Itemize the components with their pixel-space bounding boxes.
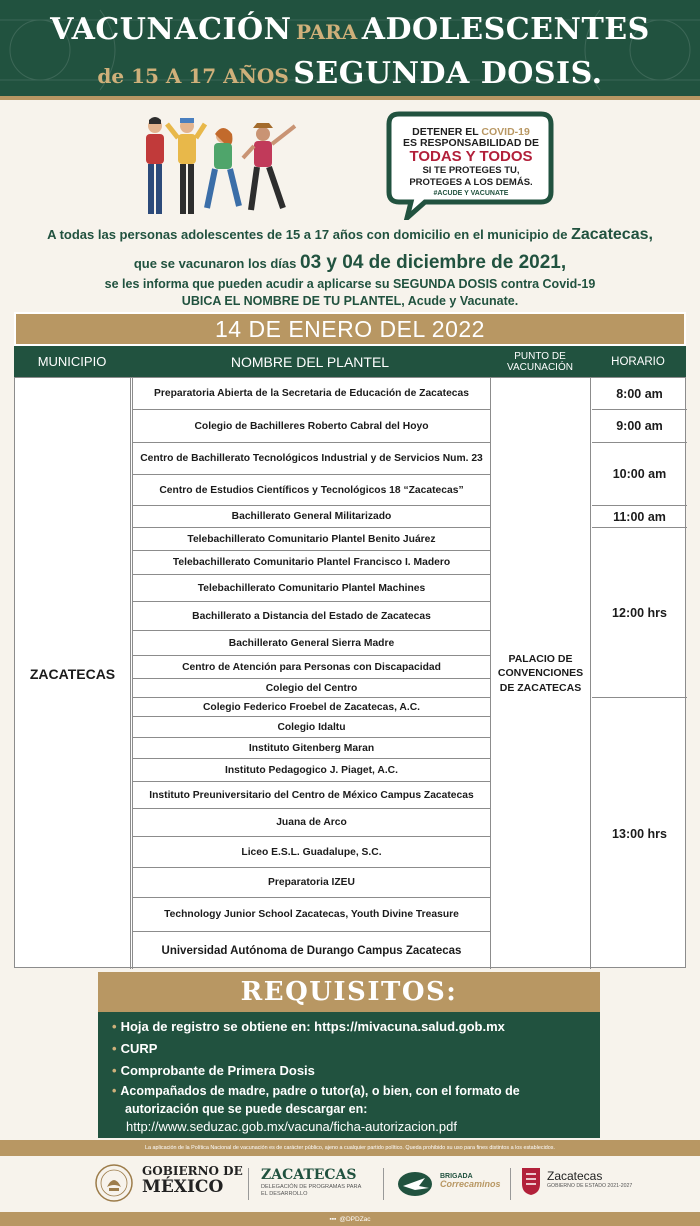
horario-cell: 11:00 am [592, 506, 687, 528]
horario-cell: 9:00 am [592, 410, 687, 443]
zac-line-1: ZACATECAS [261, 1167, 357, 1183]
requisito-continuation: autorización que se puede descargar en: [125, 1102, 368, 1116]
table-row: Preparatoria IZEU [132, 868, 491, 898]
table-row: Instituto Gitenberg Maran [132, 738, 491, 759]
requisito-item [112, 1041, 157, 1056]
bubble-line-4: SI TE PROTEGES TU, [422, 165, 520, 176]
logo-divider [248, 1168, 249, 1200]
table-row: Telebachillerato Comunitario Plantel Benito Juárez [132, 528, 491, 551]
table-row: Instituto Preuniversitario del Centro de México Campus Zacatecas [132, 782, 491, 809]
header-banner [0, 0, 700, 100]
table-row: Colegio Idaltu [132, 717, 491, 738]
logo-divider [510, 1168, 511, 1200]
horario-cell: 13:00 hrs [612, 826, 667, 841]
people-illustration [135, 112, 310, 227]
header-punto: PUNTO DE VACUNACIÓN [507, 350, 573, 373]
bullet-icon: • [112, 1019, 117, 1034]
intro-line-1-text: A todas las personas adolescentes de 15 a 17 años con domicilio en el municipio de [47, 227, 568, 242]
brig-line-1: BRIGADA [440, 1173, 473, 1180]
bubble-hashtag: #ACUDE Y VACUNATE [433, 190, 509, 197]
intro-line-4: UBICA EL NOMBRE DE TU PLANTEL, Acude y Vacunate. [181, 294, 519, 308]
title-para: PARA [296, 20, 358, 44]
table-row: Preparatoria Abierta de la Secretaria de Educación de Zacatecas [132, 378, 491, 410]
header-horario: HORARIO [611, 355, 665, 368]
title-line-1 [0, 12, 700, 47]
table-row: Bachillerato General Sierra Madre [132, 631, 491, 656]
table-row: Liceo E.S.L. Guadalupe, S.C. [132, 837, 491, 868]
municipio-cell: ZACATECAS [15, 378, 131, 969]
gob-line-2: MÉXICO [142, 1177, 224, 1197]
table-row: Centro de Estudios Científicos y Tecnológicos 18 “Zacatecas” [132, 475, 491, 506]
zac-line-2: DELEGACIÓN DE PROGRAMAS PARA EL DESARROLLO [261, 1184, 361, 1197]
table-row: Colegio Federico Froebel de Zacatecas, A.C. [132, 698, 491, 717]
table-row: Bachillerato a Distancia del Estado de Zacatecas [132, 602, 491, 631]
table-row: Colegio del Centro [132, 679, 491, 698]
table-header [14, 346, 686, 377]
table-row: Technology Junior School Zacatecas, Youth Divine Treasure [132, 898, 491, 932]
header-plantel: NOMBRE DEL PLANTEL [230, 353, 390, 370]
requisitos-title: REQUISITOS: [98, 972, 600, 1012]
mexico-seal-icon [94, 1163, 134, 1203]
schedule-table-body [14, 377, 686, 968]
title-vacunacion: VACUNACIÓN [50, 12, 292, 47]
title-line-2 [0, 56, 700, 91]
horario-cell: 10:00 am [592, 443, 687, 506]
intro-dates: 03 y 04 de diciembre de 2021, [300, 252, 567, 273]
zacatecas-shield-icon [520, 1166, 542, 1196]
requisito-text: Hoja de registro se obtiene en: https://mivacuna.salud.gob.mx [120, 1019, 505, 1034]
table-row: Instituto Pedagogico J. Piaget, A.C. [132, 759, 491, 782]
requisito-item [112, 1019, 505, 1034]
table-row: Juana de Arco [132, 809, 491, 837]
bullet-icon: • [112, 1084, 117, 1098]
requisito-item [112, 1063, 315, 1078]
est-line-1: Zacatecas [547, 1169, 603, 1183]
intro-line-3: se les informa que pueden acudir a aplicarse su SEGUNDA DOSIS contra Covid-19 [104, 277, 596, 291]
bullet-icon: • [112, 1041, 117, 1056]
requisito-item [112, 1084, 520, 1098]
disclaimer-bar: La aplicación de la Política Nacional de vacunación es de carácter público, ajeno a cualquier partido político. Queda prohibido su uso para fines distintos a los establecidos. [0, 1140, 700, 1156]
social-handle[interactable]: @DPDZac [339, 1215, 371, 1223]
social-icons: ▪▪▪ [329, 1215, 337, 1223]
gob-line-1: GOBIERNO DE [142, 1164, 243, 1178]
horario-cell: 12:00 hrs [592, 528, 687, 698]
intro-line-2-text: que se vacunaron los días [133, 256, 297, 271]
intro-municipio: Zacatecas, [571, 226, 653, 243]
requisito-text: Comprobante de Primera Dosis [120, 1063, 315, 1078]
title-segunda-dosis: SEGUNDA DOSIS. [293, 56, 603, 91]
authorization-form-link[interactable]: http://www.seduzac.gob.mx/vacuna/ficha-autorizacion.pdf [126, 1119, 457, 1134]
bubble-detener: DETENER EL [412, 126, 479, 138]
est-line-2: GOBIERNO DE ESTADO 2021-2027 [547, 1183, 633, 1189]
table-row: Bachillerato General Militarizado [132, 506, 491, 528]
table-row: Centro de Atención para Personas con Discapacidad [132, 656, 491, 679]
table-row: Centro de Bachillerato Tecnológicos Industrial y de Servicios Num. 23 [132, 443, 491, 475]
gobierno-estado-zacatecas-logo [547, 1170, 632, 1189]
bubble-line-3: TODAS Y TODOS [409, 148, 533, 165]
title-adolescentes: ADOLESCENTES [361, 12, 650, 47]
logo-divider [383, 1168, 384, 1200]
brigada-bird-icon [395, 1168, 435, 1200]
bullet-icon: • [112, 1063, 117, 1078]
table-row: Telebachillerato Comunitario Plantel Francisco I. Madero [132, 551, 491, 575]
requisito-text: Acompañados de madre, padre o tutor(a), o bien, con el formato de [120, 1084, 520, 1098]
social-footer [0, 1212, 700, 1226]
table-row: Telebachillerato Comunitario Plantel Machines [132, 575, 491, 602]
punto-vacunacion-cell: PALACIO DE CONVENCIONES DE ZACATECAS [491, 378, 591, 969]
intro-line-1 [0, 226, 700, 244]
gobierno-de-mexico-logo [142, 1165, 243, 1196]
brig-line-2: Correcaminos [440, 1179, 501, 1190]
table-date-banner: 14 DE ENERO DEL 2022 [14, 312, 686, 346]
bubble-message [392, 127, 550, 197]
header-municipio: MUNICIPIO [37, 354, 107, 369]
horario-cell: 8:00 am [592, 378, 687, 410]
title-age-range: de 15 A 17 AÑOS [97, 64, 289, 88]
brigada-correcaminos-logo [440, 1173, 501, 1190]
intro-line-2 [0, 252, 700, 274]
requisito-text: CURP [120, 1041, 158, 1056]
table-row: Universidad Autónoma de Durango Campus Zacatecas [132, 932, 491, 969]
zacatecas-delegacion-logo [261, 1168, 361, 1197]
bubble-line-5: PROTEGES A LOS DEMÁS. [409, 176, 533, 188]
table-row: Colegio de Bachilleres Roberto Cabral del Hoyo [132, 410, 491, 443]
bubble-line-2: ES RESPONSABILIDAD DE [403, 136, 539, 149]
bubble-covid: COVID-19 [481, 126, 530, 138]
bubble-line-1 [392, 127, 550, 138]
